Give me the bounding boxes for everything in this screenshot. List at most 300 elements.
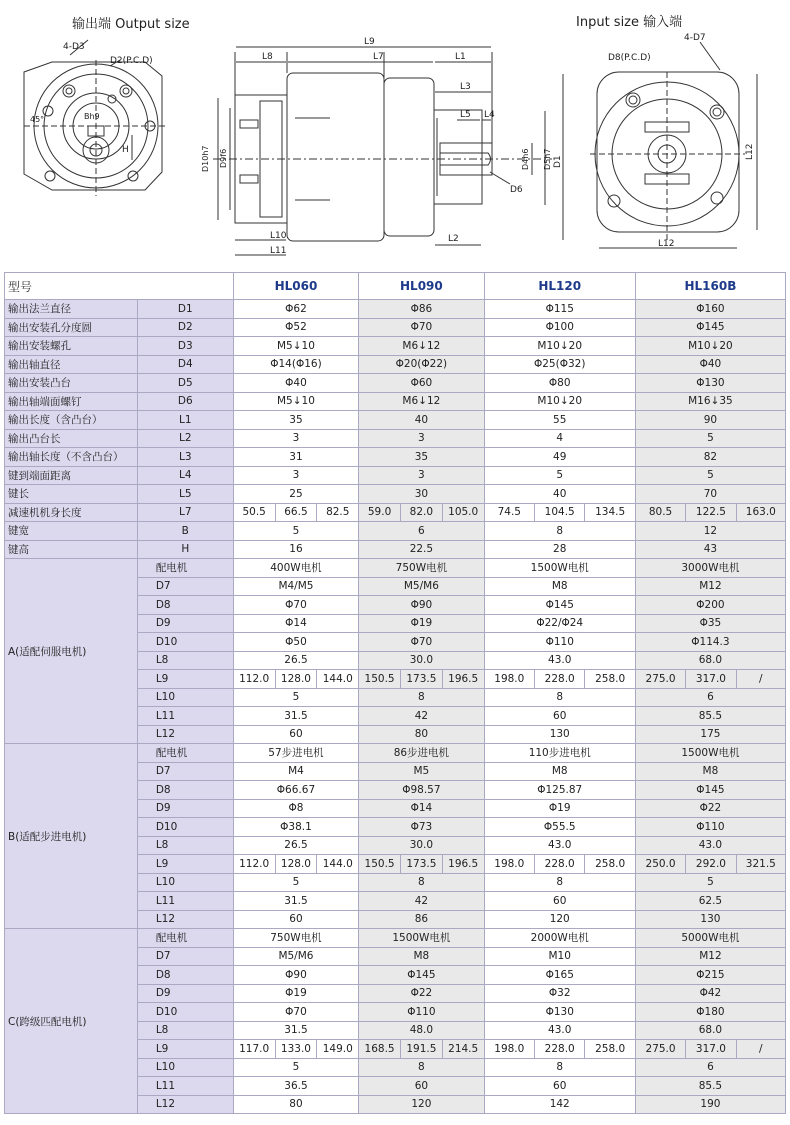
param-code: D8	[137, 966, 233, 985]
value-cell: 228.0	[535, 670, 585, 689]
param-name: 键到端面距离	[5, 466, 138, 485]
value-cell: M5/M6	[359, 577, 484, 596]
value-cell: 31.5	[233, 1021, 358, 1040]
value-cell: /	[736, 670, 785, 689]
value-cell: 228.0	[535, 855, 585, 874]
value-cell: 198.0	[484, 855, 534, 874]
param-row	[5, 337, 786, 356]
dim-label: 4-D7	[684, 33, 706, 43]
value-cell: 80	[233, 1095, 358, 1114]
value-cell: Φ90	[233, 966, 358, 985]
value-cell: Φ110	[484, 633, 635, 652]
param-row	[5, 374, 786, 393]
value-cell: 134.5	[585, 503, 635, 522]
model-name: HL090	[359, 273, 484, 300]
param-code: D10	[137, 818, 233, 837]
value-cell: 173.5	[400, 855, 442, 874]
value-cell: Φ145	[635, 318, 785, 337]
value-cell: 8	[359, 873, 484, 892]
value-cell: M10↓20	[635, 337, 785, 356]
value-cell: 60	[484, 1077, 635, 1096]
value-cell: 5	[635, 873, 785, 892]
dim-label: L11	[270, 246, 287, 256]
value-cell: M4	[233, 762, 358, 781]
param-code: D10	[137, 633, 233, 652]
param-row	[5, 392, 786, 411]
value-cell: 57步进电机	[233, 744, 358, 763]
value-cell: 86步进电机	[359, 744, 484, 763]
param-code: 配电机	[137, 559, 233, 578]
value-cell: Φ200	[635, 596, 785, 615]
value-cell: 198.0	[484, 1040, 534, 1059]
value-cell: Φ145	[635, 781, 785, 800]
param-code: L2	[137, 429, 233, 448]
value-cell: Φ66.67	[233, 781, 358, 800]
value-cell: Φ62	[233, 300, 358, 319]
value-cell: 85.5	[635, 1077, 785, 1096]
value-cell: Φ50	[233, 633, 358, 652]
value-cell: 5	[233, 688, 358, 707]
param-code: L9	[137, 855, 233, 874]
value-cell: 173.5	[400, 670, 442, 689]
param-code: L11	[137, 707, 233, 726]
value-cell: 144.0	[317, 670, 359, 689]
value-cell: Φ98.57	[359, 781, 484, 800]
param-row	[5, 503, 786, 522]
value-cell: 750W电机	[233, 929, 358, 948]
param-row	[5, 448, 786, 467]
value-cell: 60	[233, 725, 358, 744]
dim-label: L10	[270, 231, 287, 241]
spec-table	[4, 272, 786, 1114]
param-name: 输出长度（含凸台）	[5, 411, 138, 430]
group-row	[5, 744, 786, 763]
param-code: L8	[137, 836, 233, 855]
value-cell: 36.5	[233, 1077, 358, 1096]
value-cell: 120	[484, 910, 635, 929]
value-cell: 275.0	[635, 1040, 685, 1059]
param-code: L4	[137, 466, 233, 485]
value-cell: M5	[359, 762, 484, 781]
param-code: H	[137, 540, 233, 559]
value-cell: M8	[359, 947, 484, 966]
value-cell: 8	[484, 688, 635, 707]
value-cell: 80.5	[635, 503, 685, 522]
param-code: L8	[137, 651, 233, 670]
value-cell: 8	[484, 1058, 635, 1077]
param-code: L12	[137, 1095, 233, 1114]
dim-label: H	[122, 145, 129, 155]
value-cell: 43.0	[635, 836, 785, 855]
dim-label: D8(P.C.D)	[608, 53, 651, 63]
value-cell: 31.5	[233, 707, 358, 726]
value-cell: Φ55.5	[484, 818, 635, 837]
value-cell: Φ40	[233, 374, 358, 393]
value-cell: 275.0	[635, 670, 685, 689]
value-cell: Φ35	[635, 614, 785, 633]
side-view	[213, 47, 563, 255]
value-cell: Φ165	[484, 966, 635, 985]
value-cell: M5/M6	[233, 947, 358, 966]
group-name: A(适配伺服电机)	[5, 559, 138, 744]
param-code: D5	[137, 374, 233, 393]
value-cell: 26.5	[233, 651, 358, 670]
value-cell: 28	[484, 540, 635, 559]
dim-label: D10h7	[201, 145, 210, 172]
value-cell: Φ19	[484, 799, 635, 818]
value-cell: 292.0	[686, 855, 736, 874]
value-cell: 31.5	[233, 892, 358, 911]
param-code: L10	[137, 1058, 233, 1077]
value-cell: 133.0	[275, 1040, 317, 1059]
value-cell: 80	[359, 725, 484, 744]
value-cell: 55	[484, 411, 635, 430]
value-cell: 3	[233, 429, 358, 448]
value-cell: 117.0	[233, 1040, 275, 1059]
param-code: L11	[137, 1077, 233, 1096]
value-cell: M5↓10	[233, 392, 358, 411]
value-cell: 175	[635, 725, 785, 744]
param-code: L12	[137, 725, 233, 744]
value-cell: 122.5	[686, 503, 736, 522]
param-code: D7	[137, 947, 233, 966]
param-row	[5, 466, 786, 485]
dim-label: L3	[460, 82, 471, 92]
value-cell: M12	[635, 947, 785, 966]
param-code: D9	[137, 614, 233, 633]
value-cell: Φ180	[635, 1003, 785, 1022]
value-cell: Φ8	[233, 799, 358, 818]
value-cell: Φ114.3	[635, 633, 785, 652]
value-cell: 35	[233, 411, 358, 430]
value-cell: 68.0	[635, 1021, 785, 1040]
value-cell: 90	[635, 411, 785, 430]
value-cell: M10	[484, 947, 635, 966]
dim-label: D2(P.C.D)	[110, 56, 153, 66]
value-cell: 1500W电机	[359, 929, 484, 948]
dim-label: L2	[448, 234, 459, 244]
value-cell: 6	[359, 522, 484, 541]
value-cell: 8	[484, 873, 635, 892]
value-cell: 43	[635, 540, 785, 559]
param-code: L1	[137, 411, 233, 430]
value-cell: 130	[635, 910, 785, 929]
param-row	[5, 485, 786, 504]
param-code: L3	[137, 448, 233, 467]
value-cell: Φ22	[635, 799, 785, 818]
param-code: D3	[137, 337, 233, 356]
dim-label: D9f6	[219, 148, 228, 168]
value-cell: Φ22/Φ24	[484, 614, 635, 633]
value-cell: 42	[359, 892, 484, 911]
value-cell: M5↓10	[233, 337, 358, 356]
param-code: D6	[137, 392, 233, 411]
value-cell: Φ215	[635, 966, 785, 985]
value-cell: 196.5	[442, 855, 484, 874]
value-cell: Φ110	[635, 818, 785, 837]
value-cell: 60	[484, 707, 635, 726]
param-row	[5, 300, 786, 319]
dim-label: L9	[364, 37, 375, 47]
value-cell: 49	[484, 448, 635, 467]
value-cell: Φ22	[359, 984, 484, 1003]
value-cell: Φ145	[484, 596, 635, 615]
param-name: 键宽	[5, 522, 138, 541]
value-cell: 66.5	[275, 503, 317, 522]
output-view-title: 输出端 Output size	[72, 17, 190, 32]
value-cell: Φ70	[359, 633, 484, 652]
value-cell: 5	[635, 429, 785, 448]
value-cell: 150.5	[359, 855, 401, 874]
value-cell: 26.5	[233, 836, 358, 855]
value-cell: Φ86	[359, 300, 484, 319]
param-code: D1	[137, 300, 233, 319]
value-cell: 321.5	[736, 855, 785, 874]
param-code: 配电机	[137, 929, 233, 948]
param-code: D7	[137, 762, 233, 781]
value-cell: 43.0	[484, 651, 635, 670]
param-name: 输出安装孔分度圆	[5, 318, 138, 337]
dim-label: D6	[510, 185, 523, 195]
value-cell: /	[736, 1040, 785, 1059]
value-cell: 30	[359, 485, 484, 504]
value-cell: 22.5	[359, 540, 484, 559]
value-cell: Φ32	[484, 984, 635, 1003]
param-code: L7	[137, 503, 233, 522]
value-cell: Φ160	[635, 300, 785, 319]
param-code: D9	[137, 984, 233, 1003]
value-cell: Φ19	[233, 984, 358, 1003]
param-name: 减速机机身长度	[5, 503, 138, 522]
param-name: 输出轴直径	[5, 355, 138, 374]
param-code: D8	[137, 596, 233, 615]
value-cell: 104.5	[535, 503, 585, 522]
dim-label: L8	[262, 52, 273, 62]
value-cell: 3	[233, 466, 358, 485]
dim-label: Bh9	[84, 112, 100, 121]
value-cell: 149.0	[317, 1040, 359, 1059]
value-cell: Φ73	[359, 818, 484, 837]
value-cell: 120	[359, 1095, 484, 1114]
value-cell: 86	[359, 910, 484, 929]
value-cell: M8	[635, 762, 785, 781]
value-cell: Φ90	[359, 596, 484, 615]
group-name: B(适配步进电机)	[5, 744, 138, 929]
param-code: 配电机	[137, 744, 233, 763]
value-cell: 190	[635, 1095, 785, 1114]
param-name: 输出安装凸台	[5, 374, 138, 393]
param-name: 键长	[5, 485, 138, 504]
dim-label: D1	[553, 155, 563, 168]
value-cell: 4	[484, 429, 635, 448]
value-cell: Φ125.87	[484, 781, 635, 800]
param-row	[5, 522, 786, 541]
value-cell: 1500W电机	[635, 744, 785, 763]
value-cell: Φ130	[484, 1003, 635, 1022]
value-cell: 5000W电机	[635, 929, 785, 948]
param-row	[5, 411, 786, 430]
value-cell: Φ14	[359, 799, 484, 818]
param-code: D7	[137, 577, 233, 596]
value-cell: 5	[233, 873, 358, 892]
value-cell: 40	[359, 411, 484, 430]
dim-label: L7	[373, 52, 384, 62]
value-cell: 750W电机	[359, 559, 484, 578]
value-cell: 82	[635, 448, 785, 467]
value-cell: 43.0	[484, 1021, 635, 1040]
dim-label: 45°	[30, 115, 45, 124]
param-code: L11	[137, 892, 233, 911]
model-label: 型号	[5, 273, 234, 300]
value-cell: 1500W电机	[484, 559, 635, 578]
group-name: C(跨级匹配电机)	[5, 929, 138, 1114]
param-code: L5	[137, 485, 233, 504]
param-code: D8	[137, 781, 233, 800]
value-cell: 59.0	[359, 503, 401, 522]
value-cell: 82.0	[400, 503, 442, 522]
dim-label: L4	[484, 110, 495, 120]
value-cell: 250.0	[635, 855, 685, 874]
value-cell: 48.0	[359, 1021, 484, 1040]
value-cell: 8	[359, 1058, 484, 1077]
value-cell: Φ70	[233, 1003, 358, 1022]
value-cell: 12	[635, 522, 785, 541]
value-cell: Φ80	[484, 374, 635, 393]
value-cell: Φ100	[484, 318, 635, 337]
value-cell: 5	[484, 466, 635, 485]
value-cell: Φ70	[359, 318, 484, 337]
value-cell: Φ145	[359, 966, 484, 985]
param-row	[5, 355, 786, 374]
model-header-row	[5, 273, 786, 300]
value-cell: 16	[233, 540, 358, 559]
value-cell: Φ60	[359, 374, 484, 393]
value-cell: 110步进电机	[484, 744, 635, 763]
value-cell: 150.5	[359, 670, 401, 689]
param-code: L10	[137, 688, 233, 707]
value-cell: 128.0	[275, 855, 317, 874]
model-name: HL160B	[635, 273, 785, 300]
value-cell: 214.5	[442, 1040, 484, 1059]
value-cell: 6	[635, 1058, 785, 1077]
value-cell: 8	[484, 522, 635, 541]
param-code: L8	[137, 1021, 233, 1040]
input-view-title: Input size 输入端	[576, 15, 683, 30]
dim-label: 4-D3	[63, 42, 85, 52]
dim-label: L12	[745, 143, 755, 160]
value-cell: 5	[233, 522, 358, 541]
value-cell: 105.0	[442, 503, 484, 522]
value-cell: 3	[359, 429, 484, 448]
value-cell: Φ38.1	[233, 818, 358, 837]
value-cell: Φ130	[635, 374, 785, 393]
group-row	[5, 559, 786, 578]
value-cell: Φ70	[233, 596, 358, 615]
param-name: 键高	[5, 540, 138, 559]
value-cell: 6	[635, 688, 785, 707]
value-cell: Φ20(Φ22)	[359, 355, 484, 374]
value-cell: 42	[359, 707, 484, 726]
value-cell: 168.5	[359, 1040, 401, 1059]
value-cell: Φ19	[359, 614, 484, 633]
value-cell: 163.0	[736, 503, 785, 522]
value-cell: Φ25(Φ32)	[484, 355, 635, 374]
technical-drawing	[0, 0, 790, 268]
param-code: L9	[137, 1040, 233, 1059]
value-cell: 2000W电机	[484, 929, 635, 948]
value-cell: 228.0	[535, 1040, 585, 1059]
param-code: B	[137, 522, 233, 541]
param-code: D4	[137, 355, 233, 374]
value-cell: Φ14(Φ16)	[233, 355, 358, 374]
value-cell: Φ40	[635, 355, 785, 374]
value-cell: 60	[233, 910, 358, 929]
value-cell: 30.0	[359, 651, 484, 670]
value-cell: Φ52	[233, 318, 358, 337]
value-cell: 144.0	[317, 855, 359, 874]
param-code: D2	[137, 318, 233, 337]
param-code: L10	[137, 873, 233, 892]
param-code: D10	[137, 1003, 233, 1022]
dim-label: L1	[455, 52, 466, 62]
value-cell: 191.5	[400, 1040, 442, 1059]
value-cell: Φ42	[635, 984, 785, 1003]
value-cell: M8	[484, 577, 635, 596]
dim-label: D5h7	[543, 148, 552, 170]
param-row	[5, 429, 786, 448]
value-cell: 142	[484, 1095, 635, 1114]
value-cell: 8	[359, 688, 484, 707]
param-name: 输出轴端面螺钉	[5, 392, 138, 411]
value-cell: 5	[233, 1058, 358, 1077]
value-cell: 43.0	[484, 836, 635, 855]
value-cell: M8	[484, 762, 635, 781]
value-cell: M12	[635, 577, 785, 596]
param-name: 输出凸台长	[5, 429, 138, 448]
value-cell: 85.5	[635, 707, 785, 726]
value-cell: 31	[233, 448, 358, 467]
value-cell: 40	[484, 485, 635, 504]
param-code: L12	[137, 910, 233, 929]
param-row	[5, 318, 786, 337]
value-cell: 74.5	[484, 503, 534, 522]
value-cell: 35	[359, 448, 484, 467]
group-row	[5, 929, 786, 948]
value-cell: 112.0	[233, 670, 275, 689]
value-cell: 5	[635, 466, 785, 485]
value-cell: 60	[484, 892, 635, 911]
param-code: D9	[137, 799, 233, 818]
value-cell: 128.0	[275, 670, 317, 689]
dim-label: L12	[658, 239, 675, 249]
value-cell: M6↓12	[359, 337, 484, 356]
value-cell: 82.5	[317, 503, 359, 522]
value-cell: 258.0	[585, 1040, 635, 1059]
value-cell: 30.0	[359, 836, 484, 855]
value-cell: 3	[359, 466, 484, 485]
value-cell: 198.0	[484, 670, 534, 689]
value-cell: 50.5	[233, 503, 275, 522]
param-code: L9	[137, 670, 233, 689]
value-cell: 62.5	[635, 892, 785, 911]
value-cell: 68.0	[635, 651, 785, 670]
value-cell: 317.0	[686, 670, 736, 689]
value-cell: 3000W电机	[635, 559, 785, 578]
value-cell: Φ115	[484, 300, 635, 319]
value-cell: 400W电机	[233, 559, 358, 578]
input-end-view	[590, 42, 757, 248]
value-cell: Φ14	[233, 614, 358, 633]
